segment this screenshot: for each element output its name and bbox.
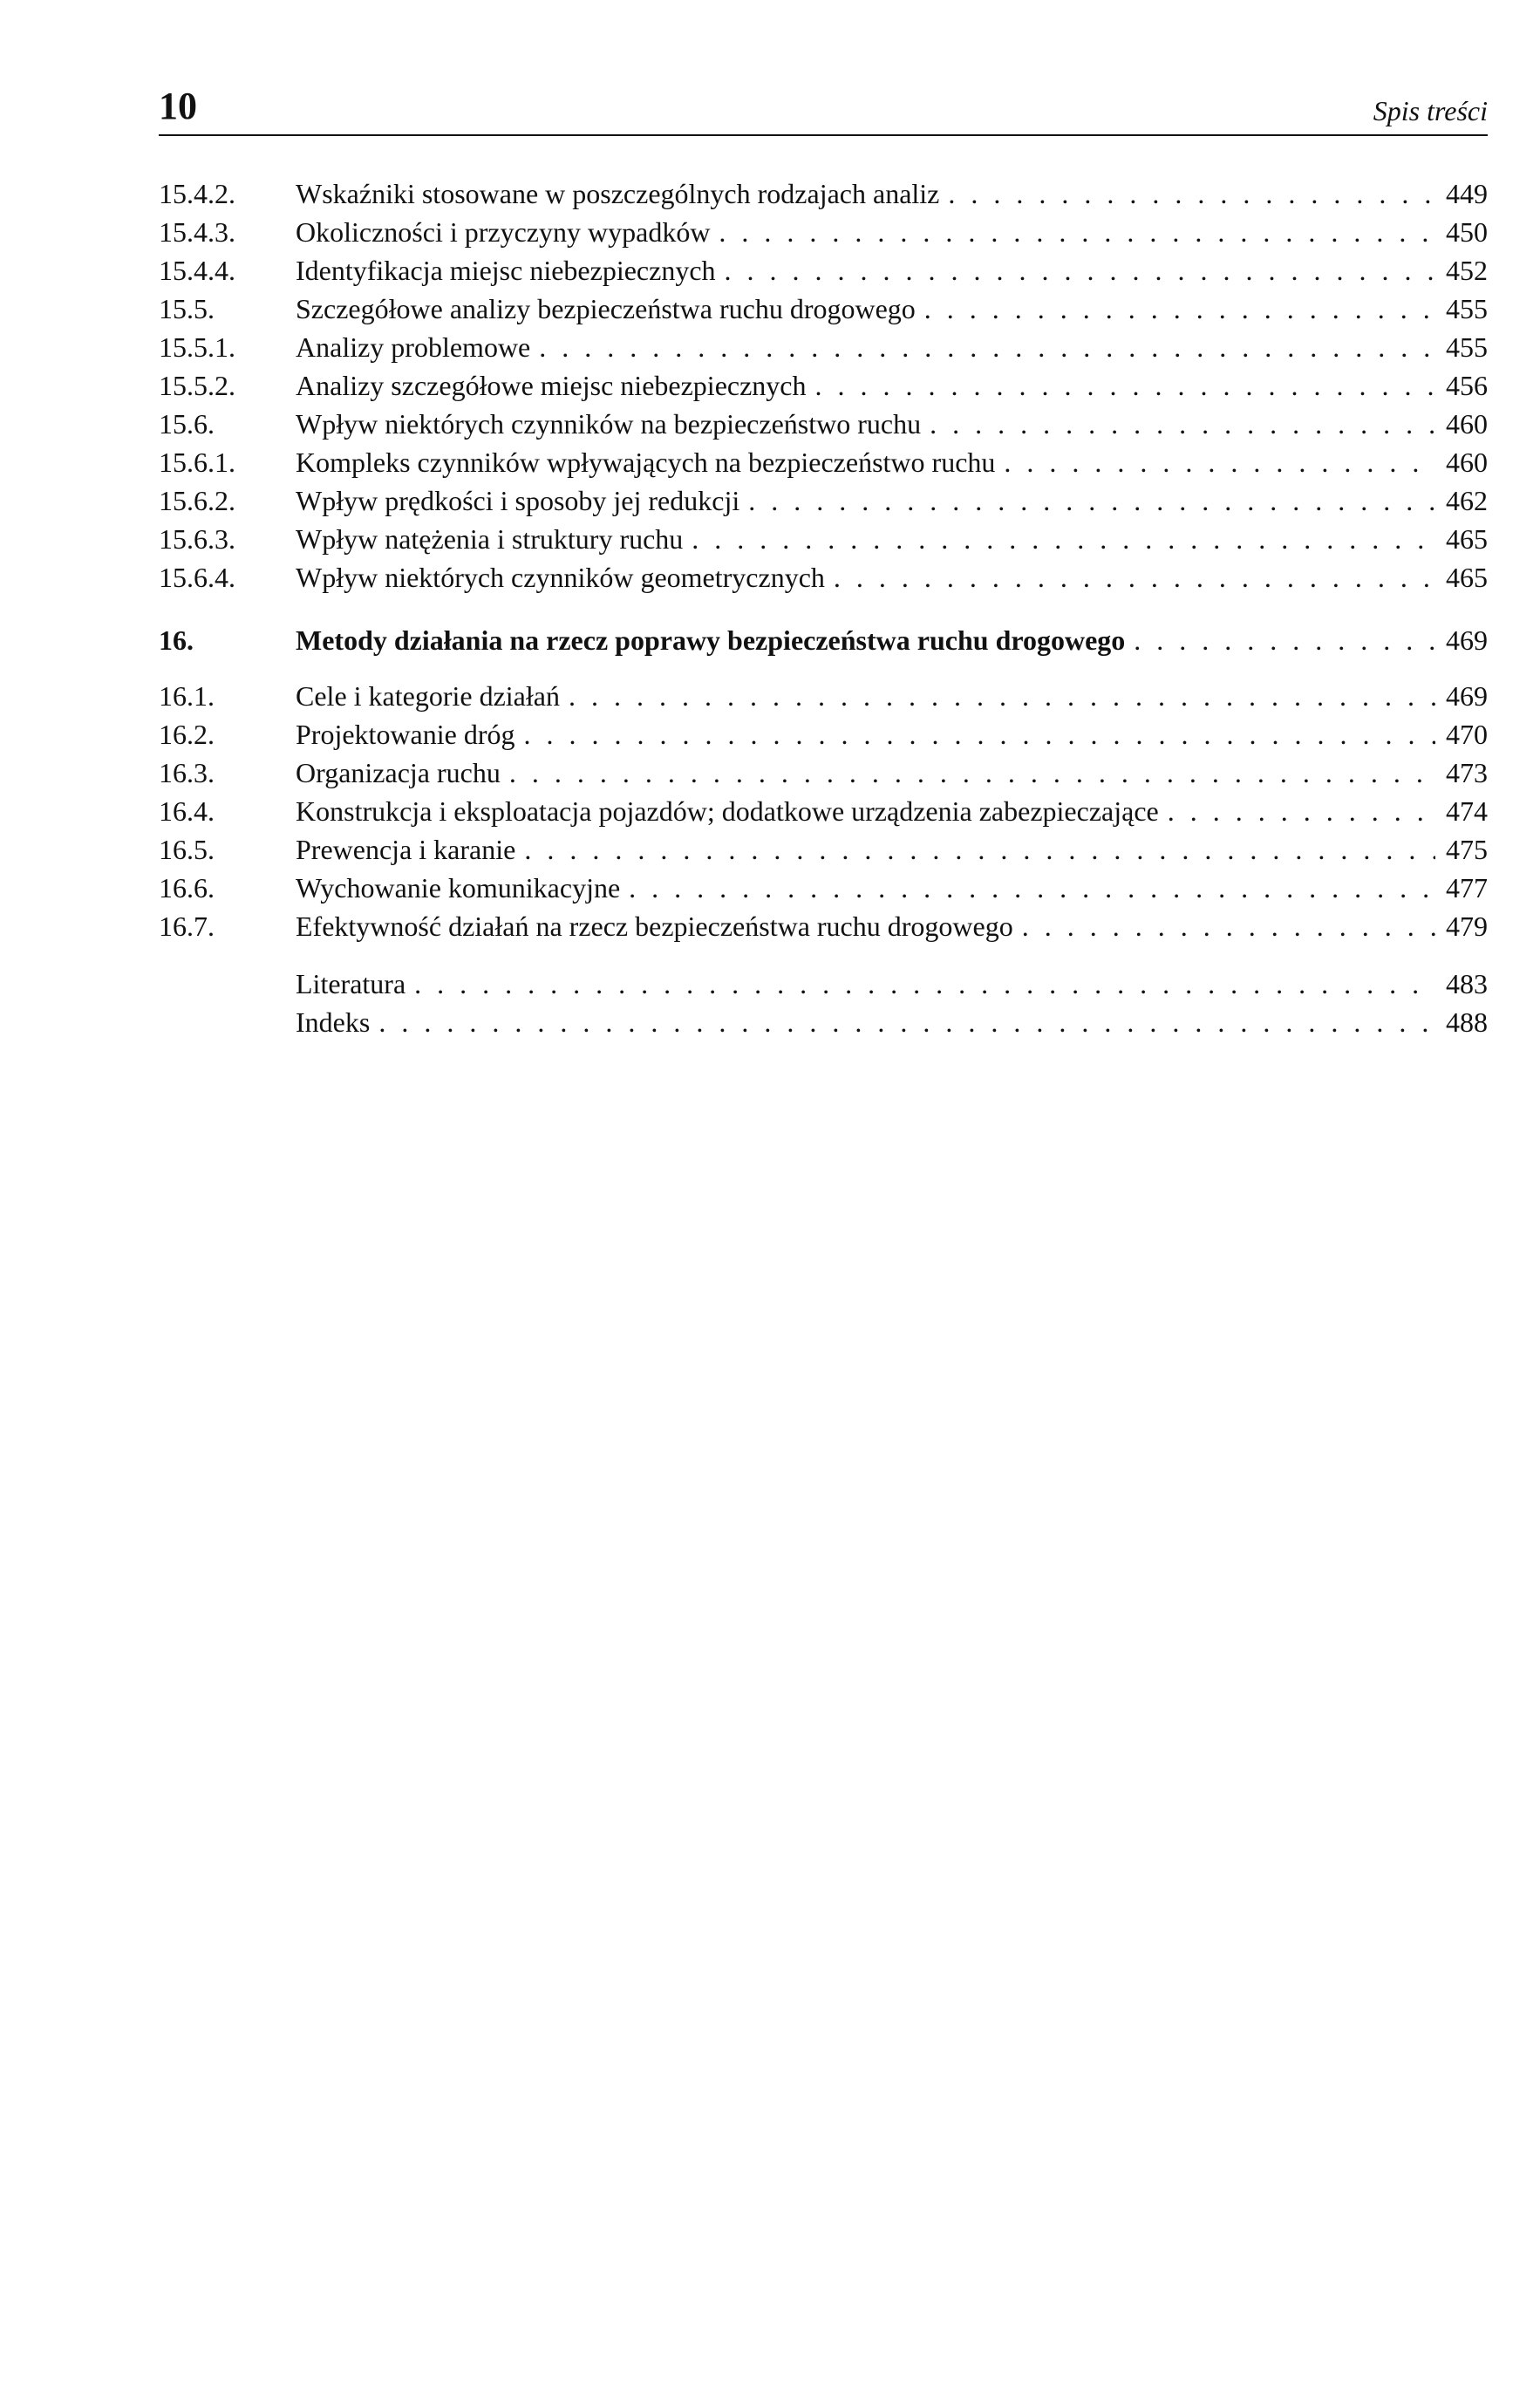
dot-leader [815,366,1436,405]
toc-entry-title: Projektowanie dróg [296,719,515,750]
toc-entry-number: 15.4.2. [159,178,235,209]
toc-entry-title: Literatura [296,968,406,999]
toc-entry-page: 455 [1446,293,1488,324]
toc-chapter-page: 469 [1446,624,1488,656]
toc-entry-page: 470 [1446,719,1488,750]
toc-entry-title: Indeks [296,1006,371,1038]
toc-backmatter-entry [159,965,1488,1003]
dot-leader [524,830,1435,869]
dot-leader [748,481,1435,520]
dot-leader [948,174,1435,213]
toc-entry-number: 15.5. [159,293,215,324]
toc-entry-number: 15.4.3. [159,216,235,248]
toc-entry [159,174,1488,213]
toc-entry-number: 16.6. [159,872,215,904]
toc-entry-title: Organizacja ruchu [296,757,501,788]
toc-entry-number: 15.5.1. [159,331,235,363]
toc-entry-title: Konstrukcja i eksploatacja pojazdów; dodatkowe urządzenia zabezpieczające [296,795,1159,827]
toc-entry [159,677,1488,715]
toc-entry-number: 16.4. [159,795,215,827]
toc-entry-title: Analizy szczegółowe miejsc niebezpiecznych [296,370,807,401]
toc-entry [159,558,1488,597]
toc-entry [159,907,1488,945]
toc-entry [159,443,1488,481]
running-title: Spis treści [1373,95,1488,126]
toc-entry-title: Wpływ niektórych czynników geometrycznych [296,562,825,593]
dot-leader [1168,792,1435,830]
toc-chapter-heading [159,621,1488,659]
toc-entry-title: Okoliczności i przyczyny wypadków [296,216,711,248]
toc-entry-title: Wpływ prędkości i sposoby jej redukcji [296,485,740,516]
toc-entry-page: 465 [1446,562,1488,593]
toc-entry-number: 15.6.1. [159,447,235,478]
toc-entry-number: 15.6.4. [159,562,235,593]
toc-entry [159,830,1488,869]
dot-leader [629,869,1435,907]
toc-entry-page: 455 [1446,331,1488,363]
page-number: 10 [159,85,197,127]
dot-leader [930,405,1435,443]
toc-chapter-number: 16. [159,624,194,656]
dot-leader [1004,443,1435,481]
toc-entry-title: Szczegółowe analizy bezpieczeństwa ruchu drogowego [296,293,916,324]
dot-leader [725,251,1435,290]
toc-entry-page: 460 [1446,447,1488,478]
dot-leader [692,520,1435,558]
dot-leader [569,677,1435,715]
toc-entry-page: 483 [1446,968,1488,999]
header-rule [159,134,1488,136]
toc-entry-page: 462 [1446,485,1488,516]
dot-leader [834,558,1435,597]
toc-entry-page: 475 [1446,834,1488,865]
dot-leader [924,290,1435,328]
dot-leader [524,715,1436,754]
toc-entry-page: 473 [1446,757,1488,788]
toc-entry-page: 469 [1446,680,1488,712]
toc-entry-number: 16.2. [159,719,215,750]
toc-entry-page: 474 [1446,795,1488,827]
toc-entry-page: 477 [1446,872,1488,904]
table-of-contents [159,174,1488,1041]
toc-entry [159,366,1488,405]
dot-leader [539,328,1435,366]
toc-entry [159,520,1488,558]
toc-entry-page: 449 [1446,178,1488,209]
toc-entry-page: 452 [1446,255,1488,286]
dot-leader [414,965,1435,1003]
toc-entry-title: Wychowanie komunikacyjne [296,872,621,904]
dot-leader [1022,907,1435,945]
toc-entry-title: Analizy problemowe [296,331,531,363]
dot-leader [509,754,1435,792]
toc-entry [159,754,1488,792]
toc-entry [159,715,1488,754]
toc-entry-number: 15.6.3. [159,523,235,555]
toc-entry [159,251,1488,290]
toc-entry [159,328,1488,366]
toc-entry [159,213,1488,251]
toc-entry-page: 456 [1446,370,1488,401]
toc-chapter-title: Metody działania na rzecz poprawy bezpieczeństwa ruchu drogowego [296,624,1126,656]
toc-entry-title: Cele i kategorie działań [296,680,560,712]
page-header [159,80,1488,133]
toc-entry [159,290,1488,328]
toc-entry [159,869,1488,907]
toc-entry-number: 16.7. [159,910,215,942]
toc-entry-number: 15.6.2. [159,485,235,516]
toc-entry-title: Wpływ niektórych czynników na bezpieczeństwo ruchu [296,408,922,440]
toc-entry-page: 479 [1446,910,1488,942]
dot-leader [719,213,1435,251]
dot-leader [378,1003,1435,1041]
toc-entry-title: Prewencja i karanie [296,834,516,865]
toc-entry-page: 488 [1446,1006,1488,1038]
toc-entry-number: 15.6. [159,408,215,440]
toc-entry [159,405,1488,443]
toc-entry-page: 450 [1446,216,1488,248]
toc-entry-title: Efektywność działań na rzecz bezpieczeństwa ruchu drogowego [296,910,1013,942]
dot-leader [1134,621,1435,659]
toc-entry-number: 16.3. [159,757,215,788]
toc-entry-title: Wpływ natężenia i struktury ruchu [296,523,684,555]
toc-entry [159,792,1488,830]
toc-entry-page: 460 [1446,408,1488,440]
toc-entry-number: 15.4.4. [159,255,235,286]
toc-entry-number: 16.5. [159,834,215,865]
toc-entry-number: 15.5.2. [159,370,235,401]
toc-entry-page: 465 [1446,523,1488,555]
toc-entry-title: Kompleks czynników wpływających na bezpieczeństwo ruchu [296,447,996,478]
toc-entry-title: Wskaźniki stosowane w poszczególnych rodzajach analiz [296,178,940,209]
toc-entry-title: Identyfikacja miejsc niebezpiecznych [296,255,716,286]
toc-entry-number: 16.1. [159,680,215,712]
toc-backmatter-entry [159,1003,1488,1041]
toc-entry [159,481,1488,520]
